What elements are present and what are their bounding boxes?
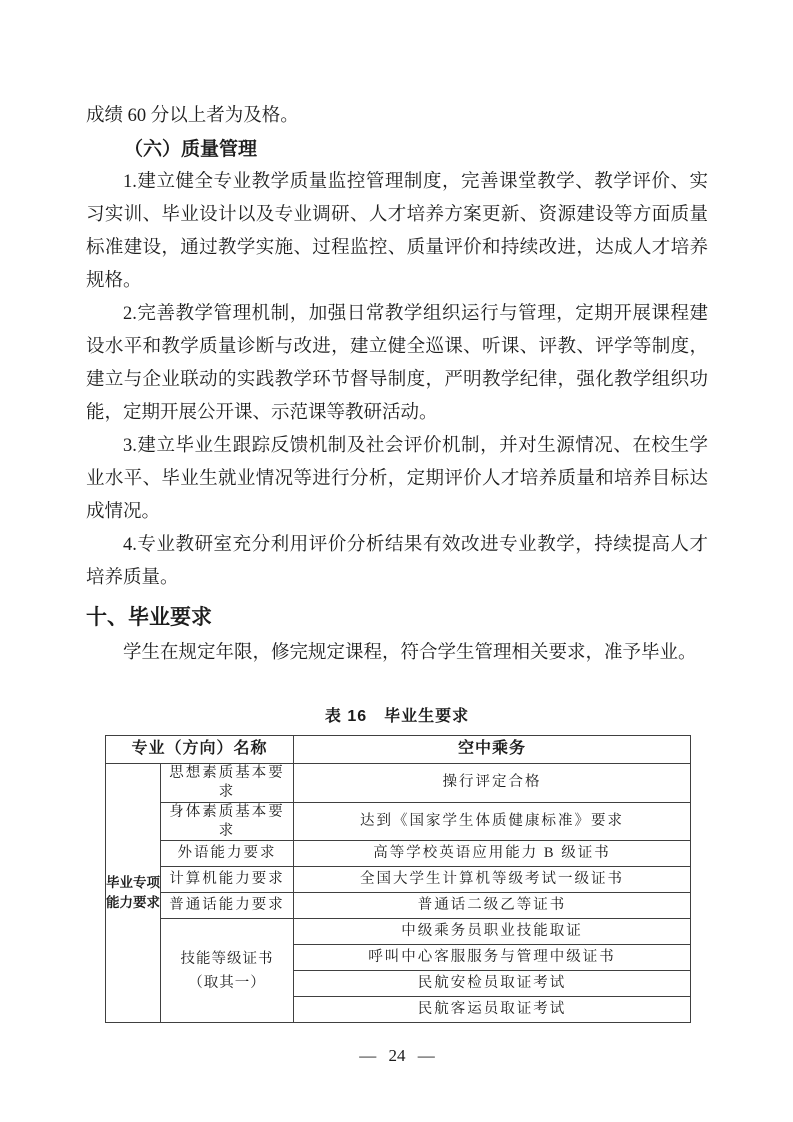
requirement-value-cell: 达到《国家学生体质健康标准》要求 bbox=[294, 802, 691, 841]
cert-option-cell: 民航安检员取证考试 bbox=[294, 971, 691, 997]
table-caption: 表 16 毕业生要求 bbox=[324, 708, 470, 725]
table-row bbox=[106, 764, 691, 803]
table-header-major-cell: 空中乘务 bbox=[294, 736, 691, 764]
cert-group-label-line-1: 技能等级证书 bbox=[180, 950, 274, 967]
quality-section-heading: （六）质量管理 bbox=[124, 139, 258, 160]
page-number: — 24 — bbox=[359, 1046, 435, 1066]
table-row bbox=[106, 867, 691, 893]
requirement-value-cell: 操行评定合格 bbox=[294, 764, 691, 803]
cert-option-cell: 中级乘务员职业技能取证 bbox=[294, 919, 691, 945]
graduation-paragraph: 学生在规定年限，修完规定课程，符合学生管理相关要求，准予毕业。 bbox=[123, 643, 697, 663]
group-label-cell bbox=[106, 764, 161, 1023]
requirement-value-cell: 全国大学生计算机等级考试一级证书 bbox=[294, 867, 691, 893]
requirement-label-cell: 普通话能力要求 bbox=[161, 893, 294, 919]
group-label-line-1: 毕业专项 bbox=[106, 875, 160, 891]
cert-group-label-cell bbox=[161, 919, 294, 1023]
table-row bbox=[106, 893, 691, 919]
cert-group-label-line-2: （取其一） bbox=[188, 974, 266, 991]
table-row bbox=[106, 841, 691, 867]
requirement-value-cell: 高等学校英语应用能力 B 级证书 bbox=[294, 841, 691, 867]
quality-paragraph-2: 2.完善教学管理机制，加强日常教学组织运行与管理，定期开展课程建设水平和教学质量诊断与改进，建立健全巡课、听课、评教、评学等制度，建立与企业联动的实践教学环节督导制度，严明教学纪律，强化教学组织功能，定期开展公开课、示范课等教研活动。 bbox=[86, 304, 708, 423]
table-row bbox=[106, 919, 691, 945]
cert-option-cell: 民航客运员取证考试 bbox=[294, 997, 691, 1023]
graduation-requirements-table bbox=[105, 735, 691, 1023]
quality-paragraph-1: 1.建立健全专业教学质量监控管理制度，完善课堂教学、教学评价、实习实训、毕业设计以及专业调研、人才培养方案更新、资源建设等方面质量标准建设，通过教学实施、过程监控、质量评价和持续改进，达成人才培养规格。 bbox=[86, 172, 708, 291]
requirement-label-cell: 计算机能力要求 bbox=[161, 867, 294, 893]
cert-option-cell: 呼叫中心客服服务与管理中级证书 bbox=[294, 945, 691, 971]
table-header-name-cell: 专业（方向）名称 bbox=[106, 736, 294, 764]
requirement-label-cell: 思想素质基本要求 bbox=[161, 764, 294, 803]
quality-paragraph-4: 4.专业教研室充分利用评价分析结果有效改进专业教学，持续提高人才培养质量。 bbox=[86, 535, 708, 588]
group-label-line-2: 能力要求 bbox=[106, 895, 160, 911]
quality-paragraph-3: 3.建立毕业生跟踪反馈机制及社会评价机制，并对生源情况、在校生学业水平、毕业生就业情况等进行分析，定期评价人才培养质量和培养目标达成情况。 bbox=[86, 436, 708, 522]
requirement-label-cell: 外语能力要求 bbox=[161, 841, 294, 867]
table-row bbox=[106, 802, 691, 841]
lead-line: 成绩 60 分以上者为及格。 bbox=[86, 106, 299, 126]
table-header-row bbox=[106, 736, 691, 764]
requirement-label-cell: 身体素质基本要求 bbox=[161, 802, 294, 841]
graduation-section-heading: 十、毕业要求 bbox=[86, 606, 212, 629]
requirement-value-cell: 普通话二级乙等证书 bbox=[294, 893, 691, 919]
